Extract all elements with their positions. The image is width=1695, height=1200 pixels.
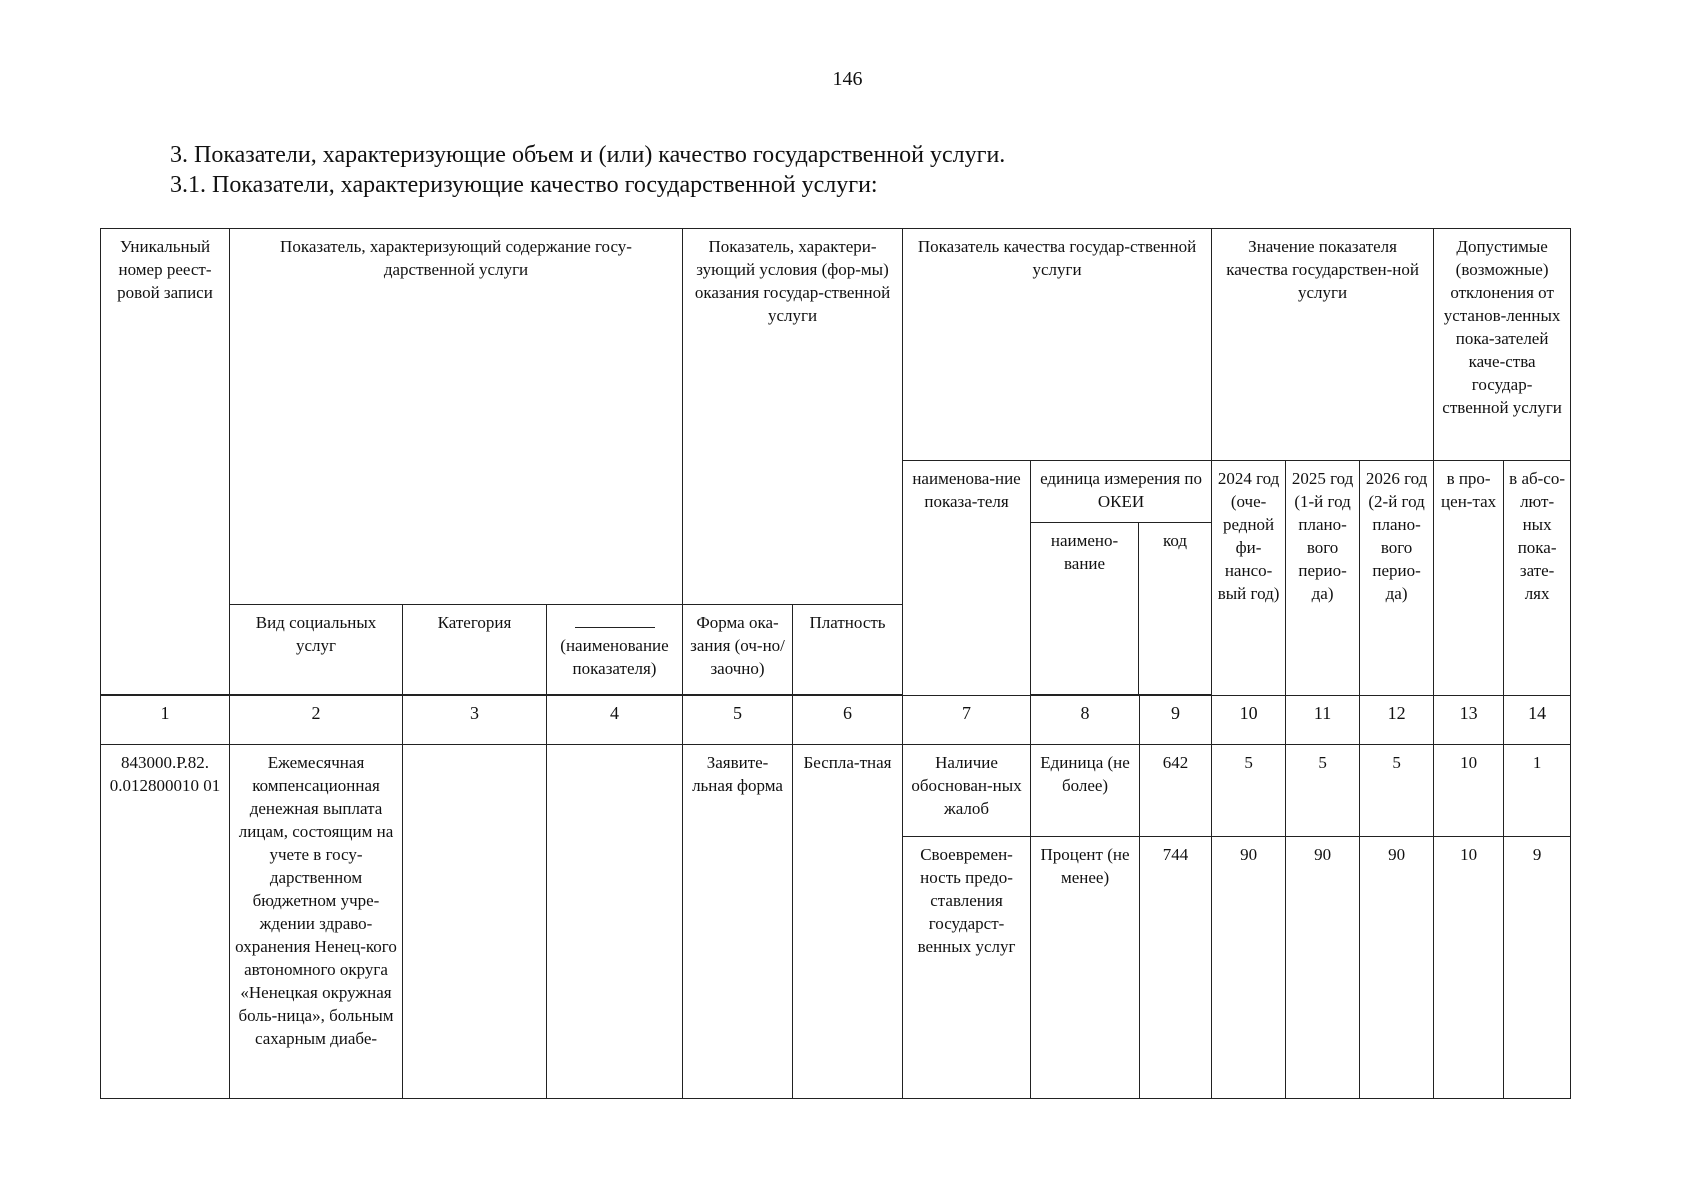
header-okei-name: наимено-вание: [1031, 523, 1139, 694]
quality-indicators-table: [100, 228, 1571, 1099]
column-number: 9: [1140, 696, 1212, 745]
section-heading: 3. Показатели, характеризующие объем и (или) качество государственной услуги.: [170, 142, 1006, 168]
column-number: 6: [793, 696, 903, 745]
record-category: [403, 745, 547, 1099]
record-payment: Бесплa-тная: [793, 745, 903, 1099]
header-indicator-blank-label: (наименование показателя): [560, 636, 669, 678]
deviation-absolute: 9: [1504, 837, 1571, 1099]
indicator-value-2024: 90: [1212, 837, 1286, 1099]
column-number: 4: [547, 696, 683, 745]
indicator-name: Наличие обоснован-ных жалоб: [903, 745, 1031, 837]
header-social-service-type: Вид социальных услуг: [230, 605, 403, 695]
column-number: 12: [1360, 696, 1434, 745]
indicator-value-2026: 90: [1360, 837, 1434, 1099]
header-indicator-blank: [547, 605, 683, 695]
indicator-unit: Процент (не менее): [1031, 837, 1140, 1099]
indicator-value-2026: 5: [1360, 745, 1434, 837]
header-indicator-name: наименова-ние показа-теля: [903, 461, 1031, 696]
header-okei-unit-label: единица измерения по ОКЕИ: [1031, 461, 1211, 523]
record-form: Заявите-льная форма: [683, 745, 793, 1099]
indicator-code: 744: [1140, 837, 1212, 1099]
blank-underline: [575, 613, 655, 628]
column-number: 1: [101, 696, 230, 745]
column-number: 14: [1504, 696, 1571, 745]
column-number: 7: [903, 696, 1031, 745]
table-row: [101, 745, 1571, 837]
header-quality-indicator: Показатель качества государ-ственной услуги: [903, 229, 1212, 461]
record-unique-number: 843000.Р.82. 0.012800010 01: [101, 745, 230, 1099]
subsection-heading: 3.1. Показатели, характеризующие качество государственной услуги:: [170, 172, 878, 198]
column-number: 3: [403, 696, 547, 745]
header-year-2026: 2026 год (2-й год плано-вого перио-да): [1360, 461, 1434, 696]
header-okei-unit: [1031, 461, 1212, 695]
record-service-type: Ежемесячная компенсационная денежная выплата лицам, состоящим на учете в госу-дарственном бюджетном учре-ждении здраво-охранения Ненец-кого автономного округа «Ненецкая окружная боль-ница», больным сахарным диабе-: [230, 745, 403, 1099]
header-okei-code: код: [1163, 531, 1188, 550]
header-payment: Платность: [793, 605, 903, 695]
header-unique-number: Уникальный номер реест-ровой записи: [101, 229, 230, 695]
indicator-name: Своевремен-ность предо-ставления государст-венных услуг: [903, 837, 1031, 1099]
header-in-absolute: в аб-со-лют-ных пока-зате-лях: [1504, 461, 1571, 696]
deviation-percent: 10: [1434, 837, 1504, 1099]
column-number: 2: [230, 696, 403, 745]
indicator-value-2025: 5: [1286, 745, 1360, 837]
deviation-absolute: 1: [1504, 745, 1571, 837]
header-category: Категория: [403, 605, 547, 695]
header-conditions-indicator: Показатель, характери-зующий условия (фор-мы) оказания государ-ственной услуги: [683, 229, 903, 605]
deviation-percent: 10: [1434, 745, 1504, 837]
header-quality-value: Значение показателя качества государствен-ной услуги: [1212, 229, 1434, 461]
column-number: 11: [1286, 696, 1360, 745]
indicator-code: 642: [1140, 745, 1212, 837]
indicator-value-2024: 5: [1212, 745, 1286, 837]
column-number: 8: [1031, 696, 1140, 745]
header-year-2025: 2025 год (1-й год плано-вого перио-да): [1286, 461, 1360, 696]
indicator-value-2025: 90: [1286, 837, 1360, 1099]
header-in-percent: в про-цен-тах: [1434, 461, 1504, 696]
column-number: 13: [1434, 696, 1504, 745]
page-number: 146: [832, 68, 863, 90]
header-content-indicator: Показатель, характеризующий содержание госу-дарственной услуги: [230, 229, 683, 605]
header-allowed-deviations: Допустимые (возможные) отклонения от установ-ленных пока-зателей каче-ства государ-ственной услуги: [1434, 229, 1571, 461]
header-year-2024: 2024 год (оче-редной фи-нансо-вый год): [1212, 461, 1286, 696]
record-indicator-blank: [547, 745, 683, 1099]
header-service-form: Форма ока-зания (оч-но/заочно): [683, 605, 793, 695]
indicator-unit: Единица (не более): [1031, 745, 1140, 837]
column-number: 10: [1212, 696, 1286, 745]
column-number-row: [101, 696, 1571, 745]
column-number: 5: [683, 696, 793, 745]
